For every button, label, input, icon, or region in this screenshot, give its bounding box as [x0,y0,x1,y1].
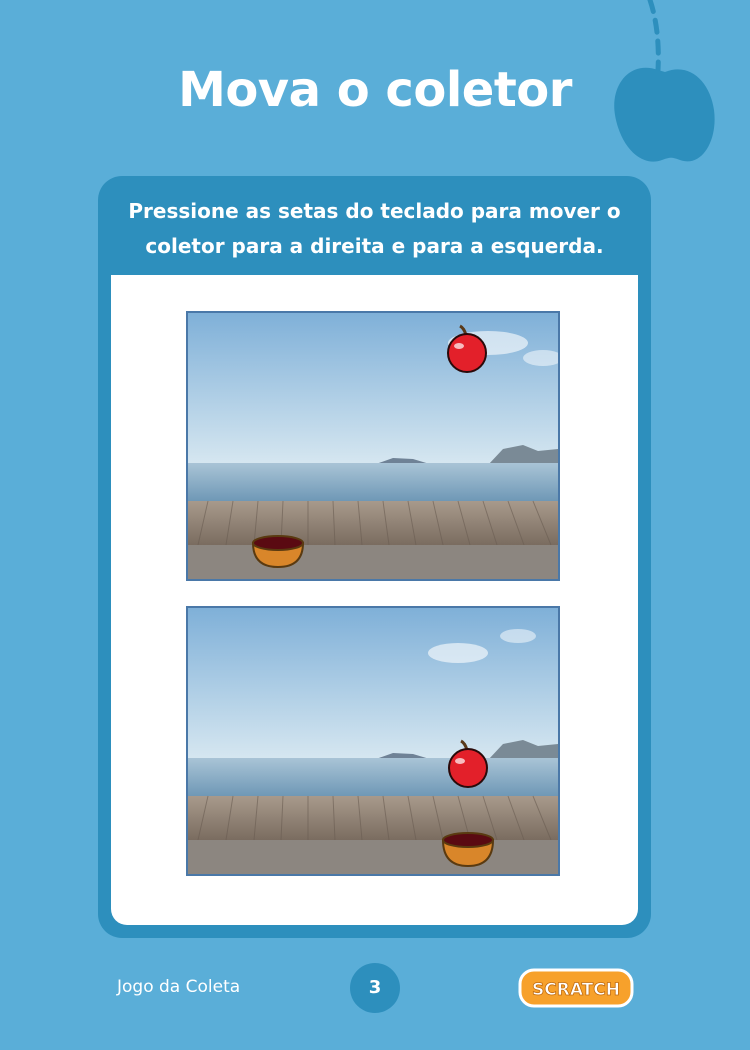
scratch-logo-text: SCRATCH [532,980,620,1000]
page-title: Mova o coletor [178,62,572,118]
stage-after [186,606,560,876]
instruction-line-2: coletor para a direita e para a esquerda. [145,234,604,258]
bowl-icon [253,536,303,567]
instruction-text [98,194,651,264]
instruction-card [98,176,651,938]
stage-panel [111,275,638,925]
page-number-badge: 3 [350,963,400,1013]
bowl-icon [443,833,493,866]
scratch-logo-icon [518,968,634,1008]
stage-before [186,311,560,581]
footer-project-name: Jogo da Coleta [117,977,241,997]
instruction-line-1: Pressione as setas do teclado para mover o [128,199,621,223]
